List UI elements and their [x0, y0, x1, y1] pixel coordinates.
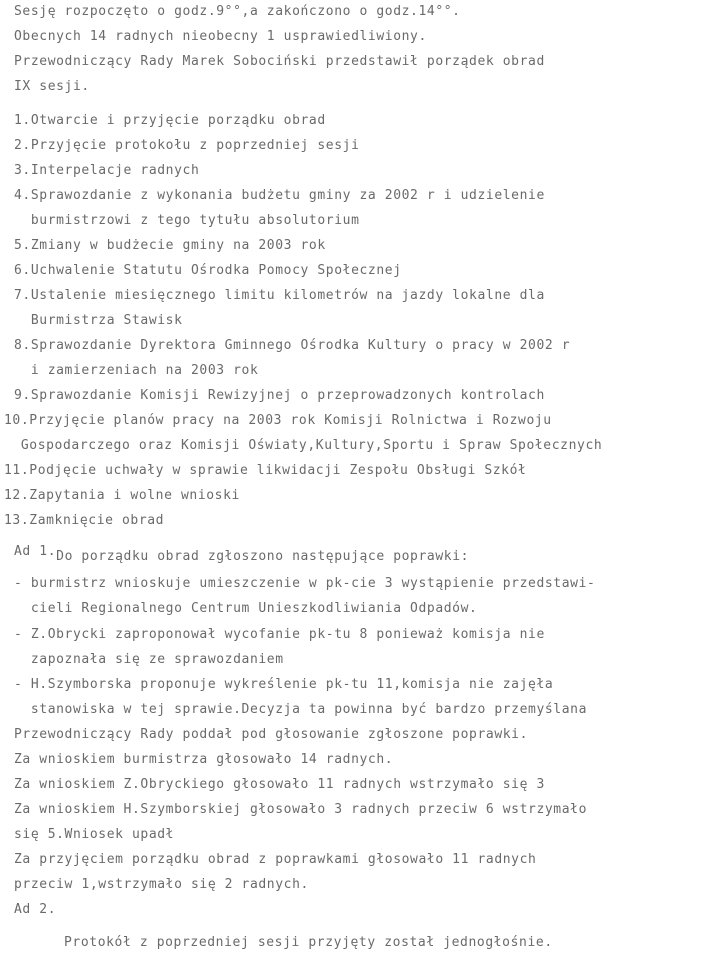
agenda-item-continuation: i zamierzeniach na 2003 rok	[14, 363, 259, 378]
ad1-line: - Z.Obrycki zaproponował wycofanie pk-tu 8 ponieważ komisja nie	[14, 627, 545, 642]
agenda-item: 4.Sprawozdanie z wykonania budżetu gminy za 2002 r i udzielenie	[14, 188, 545, 203]
ad1-label: Ad 1.	[14, 544, 57, 559]
agenda-item: 10.Przyjęcie planów pracy na 2003 rok Komisji Rolnictwa i Rozwoju	[4, 413, 552, 428]
agenda-item: 11.Podjęcie uchwały w sprawie likwidacji Zespołu Obsługi Szkół	[4, 463, 527, 478]
ad1-line: cieli Regionalnego Centrum Unieszkodliwiania Odpadów.	[14, 601, 478, 616]
agenda-item: 6.Uchwalenie Statutu Ośrodka Pomocy Społecznej	[14, 263, 402, 278]
ad1-line: przeciw 1,wstrzymało się 2 radnych.	[14, 877, 309, 892]
ad2-text: Protokół z poprzedniej sesji przyjęty został jednogłośnie.	[64, 935, 553, 950]
header-line: Obecnych 14 radnych nieobecny 1 usprawiedliwiony.	[14, 29, 427, 44]
agenda-item: 2.Przyjęcie protokołu z poprzedniej sesji	[14, 138, 360, 153]
ad1-line: Przewodniczący Rady poddał pod głosowanie zgłoszone poprawki.	[14, 727, 529, 742]
agenda-item: 5.Zmiany w budżecie gminy na 2003 rok	[14, 238, 326, 253]
ad1-line: Za wnioskiem burmistrza głosowało 14 radnych.	[14, 752, 394, 767]
ad1-line: się 5.Wniosek upadł	[14, 827, 175, 842]
agenda-item: 9.Sprawozdanie Komisji Rewizyjnej o przeprowadzonych kontrolach	[14, 388, 545, 403]
header-line: Sesję rozpoczęto o godz.9°°,a zakończono o godz.14°°.	[14, 4, 461, 19]
ad1-line: Za wnioskiem Z.Obryckiego głosowało 11 radnych wstrzymało się 3	[14, 777, 545, 792]
agenda-item: 3.Interpelacje radnych	[14, 163, 200, 178]
ad2-label: Ad 2.	[14, 902, 57, 917]
agenda-item: 12.Zapytania i wolne wnioski	[4, 488, 240, 503]
header-line: IX sesji.	[14, 79, 90, 94]
agenda-item-continuation: burmistrzowi z tego tytułu absolutorium	[14, 213, 360, 228]
ad1-line: - burmistrz wnioskuje umieszczenie w pk-cie 3 wystąpienie przedstawi-	[14, 576, 596, 591]
ad1-intro: Do porządku obrad zgłoszono następujące poprawki:	[56, 549, 470, 564]
agenda-item: 8.Sprawozdanie Dyrektora Gminnego Ośrodka Kultury o pracy w 2002 r	[14, 338, 571, 353]
agenda-item: 7.Ustalenie miesięcznego limitu kilometrów na jazdy lokalne dla	[14, 288, 545, 303]
agenda-item: 13.Zamknięcie obrad	[4, 513, 165, 528]
agenda-item-continuation: Burmistrza Stawisk	[14, 313, 183, 328]
ad1-heading	[14, 544, 470, 565]
ad1-line: zapoznała się ze sprawozdaniem	[14, 652, 284, 667]
ad1-line: stanowiska w tej sprawie.Decyzja ta powinna być bardzo przemyślana	[14, 702, 588, 717]
header-line: Przewodniczący Rady Marek Sobociński przedstawił porządek obrad	[14, 54, 545, 69]
ad1-line: - H.Szymborska proponuje wykreślenie pk-tu 11,komisja nie zajęła	[14, 677, 554, 692]
ad1-line: Za wnioskiem H.Szymborskiej głosowało 3 radnych przeciw 6 wstrzymało	[14, 802, 588, 817]
agenda-item: 1.Otwarcie i przyjęcie porządku obrad	[14, 113, 326, 128]
ad1-line: Za przyjęciem porządku obrad z poprawkami głosowało 11 radnych	[14, 852, 537, 867]
agenda-item-continuation: Gospodarczego oraz Komisji Oświaty,Kultury,Sportu i Spraw Społecznych	[4, 438, 603, 453]
